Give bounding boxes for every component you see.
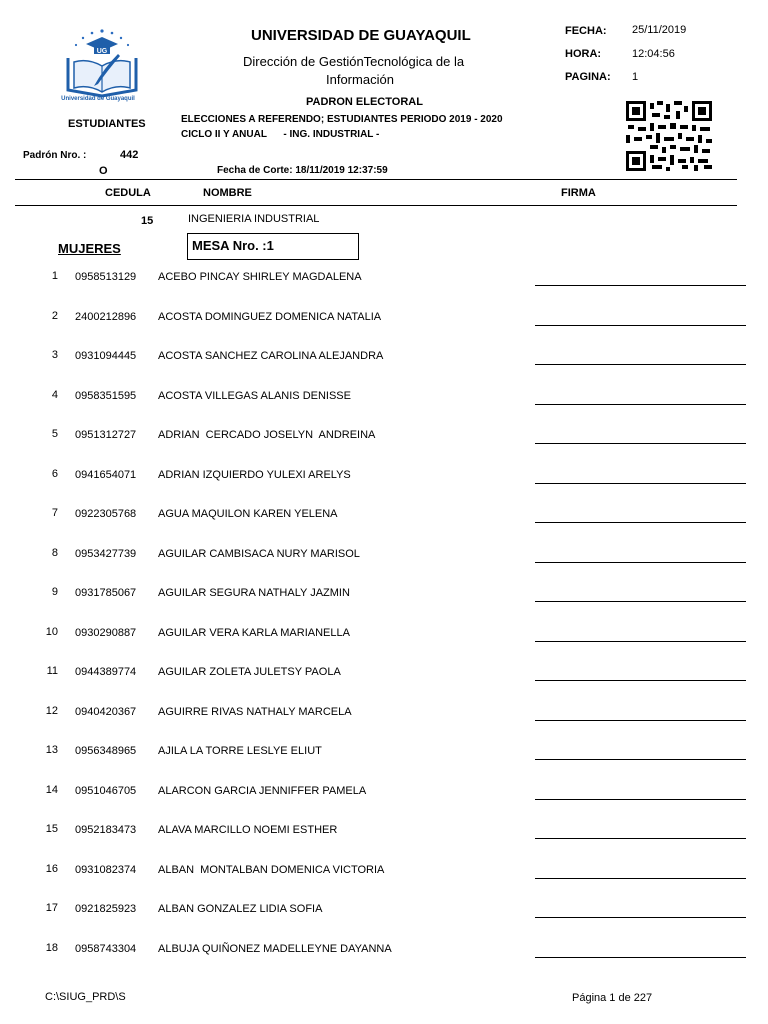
padron-title: PADRON ELECTORAL bbox=[306, 96, 423, 108]
row-cedula: 0958351595 bbox=[75, 389, 137, 402]
row-cedula: 0953427739 bbox=[75, 547, 137, 560]
row-number: 17 bbox=[45, 902, 58, 914]
faculty-code: 15 bbox=[141, 215, 154, 227]
signature-line bbox=[535, 720, 746, 721]
row-number: 2 bbox=[51, 309, 58, 322]
signature-line bbox=[535, 325, 746, 326]
signature-line bbox=[535, 680, 746, 681]
signature-line bbox=[535, 917, 746, 918]
svg-text:UG: UG bbox=[96, 48, 108, 55]
row-name: ALBUJA QUIÑONEZ MADELLEYNE DAYANNA bbox=[158, 942, 392, 955]
row-cedula: 0958743304 bbox=[75, 942, 137, 955]
row-number: 18 bbox=[45, 941, 58, 954]
row-number: 12 bbox=[45, 704, 58, 717]
logo-caption: Universidad de Guayaquil bbox=[61, 96, 135, 102]
row-cedula: 0931082374 bbox=[75, 863, 137, 876]
row-number: 14 bbox=[45, 783, 58, 796]
direction-line-2: Información bbox=[326, 72, 394, 87]
signature-line bbox=[535, 838, 746, 839]
row-cedula: 0922305768 bbox=[75, 508, 137, 520]
signature-line bbox=[535, 562, 746, 563]
qr-code-icon bbox=[626, 101, 712, 171]
row-cedula: 0944389774 bbox=[75, 666, 137, 678]
row-cedula: 0951312727 bbox=[75, 429, 137, 441]
row-number: 4 bbox=[51, 388, 58, 401]
hora-value: 12:04:56 bbox=[632, 48, 675, 60]
header-bottom-rule bbox=[15, 205, 737, 206]
row-name: ADRIAN CERCADO JOSELYN ANDREINA bbox=[158, 429, 376, 441]
row-name: AGUA MAQUILON KAREN YELENA bbox=[158, 508, 338, 520]
row-cedula: 0952183473 bbox=[75, 824, 137, 836]
row-cedula: 0931094445 bbox=[75, 350, 137, 362]
row-name: ALBAN GONZALEZ LIDIA SOFIA bbox=[158, 903, 323, 915]
footer-page: Página 1 de 227 bbox=[572, 992, 653, 1004]
row-name: ACOSTA DOMINGUEZ DOMENICA NATALIA bbox=[158, 310, 382, 323]
row-name: AGUIRRE RIVAS NATHALY MARCELA bbox=[158, 705, 352, 718]
row-number: 1 bbox=[51, 270, 58, 282]
mesa-box bbox=[187, 233, 359, 260]
pagina-value: 1 bbox=[632, 71, 639, 83]
signature-line bbox=[535, 483, 746, 484]
row-name: AGUILAR ZOLETA JULETSY PAOLA bbox=[158, 666, 341, 678]
row-number: 6 bbox=[51, 467, 58, 480]
row-number: 16 bbox=[45, 862, 58, 875]
fecha-label: FECHA: bbox=[565, 25, 607, 37]
row-name: ACOSTA SANCHEZ CAROLINA ALEJANDRA bbox=[158, 350, 384, 362]
row-cedula: 2400212896 bbox=[75, 310, 137, 323]
row-name: AJILA LA TORRE LESLYE ELIUT bbox=[158, 745, 322, 757]
mesa-number: MESA Nro. :1 bbox=[192, 238, 274, 253]
row-name: AGUILAR CAMBISACA NURY MARISOL bbox=[158, 547, 360, 560]
elections-line-2: CICLO II Y ANUAL - ING. INDUSTRIAL - bbox=[181, 129, 380, 140]
row-number: 7 bbox=[51, 507, 58, 519]
fecha-corte: Fecha de Corte: 18/11/2019 12:37:59 bbox=[217, 165, 388, 176]
university-title: UNIVERSIDAD DE GUAYAQUIL bbox=[251, 27, 471, 44]
row-cedula: 0921825923 bbox=[75, 903, 137, 915]
signature-line bbox=[535, 799, 746, 800]
faculty-name: INGENIERIA INDUSTRIAL bbox=[188, 213, 320, 225]
padron-nro-label: Padrón Nro. : bbox=[23, 150, 87, 161]
column-cedula: CEDULA bbox=[105, 187, 151, 199]
signature-line bbox=[535, 404, 746, 405]
row-name: ACEBO PINCAY SHIRLEY MAGDALENA bbox=[158, 271, 362, 283]
signature-line bbox=[535, 443, 746, 444]
row-number: 5 bbox=[51, 428, 58, 440]
row-cedula: 0940420367 bbox=[75, 705, 137, 718]
column-nombre: NOMBRE bbox=[203, 187, 252, 199]
row-number: 13 bbox=[45, 744, 58, 756]
column-firma: FIRMA bbox=[561, 187, 596, 199]
row-name: ADRIAN IZQUIERDO YULEXI ARELYS bbox=[158, 468, 351, 481]
signature-line bbox=[535, 957, 746, 958]
header-top-rule bbox=[15, 179, 737, 180]
footer-path: C:\SIUG_PRD\S bbox=[45, 991, 126, 1003]
row-cedula: 0958513129 bbox=[75, 271, 137, 283]
row-number: 10 bbox=[45, 625, 58, 638]
row-name: ALBAN MONTALBAN DOMENICA VICTORIA bbox=[158, 863, 385, 876]
row-name: AGUILAR SEGURA NATHALY JAZMIN bbox=[158, 587, 350, 599]
row-number: 15 bbox=[45, 823, 58, 835]
row-number: 11 bbox=[46, 665, 58, 677]
pagina-label: PAGINA: bbox=[565, 71, 611, 83]
signature-line bbox=[535, 759, 746, 760]
direction-line-1: Dirección de GestiónTecnológica de la bbox=[243, 54, 465, 69]
signature-line bbox=[535, 285, 746, 286]
row-cedula: 0930290887 bbox=[75, 626, 137, 639]
row-name: ACOSTA VILLEGAS ALANIS DENISSE bbox=[158, 389, 351, 402]
row-name: ALAVA MARCILLO NOEMI ESTHER bbox=[158, 824, 338, 836]
signature-line bbox=[535, 641, 746, 642]
hora-label: HORA: bbox=[565, 48, 602, 60]
padron-nro-value: 442 bbox=[120, 149, 139, 161]
row-cedula: 0951046705 bbox=[75, 784, 137, 797]
row-cedula: 0941654071 bbox=[75, 468, 137, 481]
row-number: 9 bbox=[51, 586, 58, 598]
group-mujeres: MUJERES bbox=[58, 241, 121, 256]
row-cedula: 0956348965 bbox=[75, 745, 137, 757]
row-cedula: 0931785067 bbox=[75, 587, 137, 599]
signature-line bbox=[535, 364, 746, 365]
signature-line bbox=[535, 601, 746, 602]
row-name: ALARCON GARCIA JENNIFFER PAMELA bbox=[158, 784, 367, 797]
estudiantes-label: ESTUDIANTES bbox=[68, 118, 146, 130]
elections-line-1: ELECCIONES A REFERENDO; ESTUDIANTES PERIODO 2019 - 2020 bbox=[181, 114, 503, 125]
row-name: AGUILAR VERA KARLA MARIANELLA bbox=[158, 626, 350, 639]
fecha-value: 25/11/2019 bbox=[632, 24, 687, 36]
padron-nro-suffix: O bbox=[99, 165, 108, 177]
row-number: 3 bbox=[51, 349, 58, 361]
signature-line bbox=[535, 878, 746, 879]
row-number: 8 bbox=[51, 546, 58, 559]
signature-line bbox=[535, 522, 746, 523]
